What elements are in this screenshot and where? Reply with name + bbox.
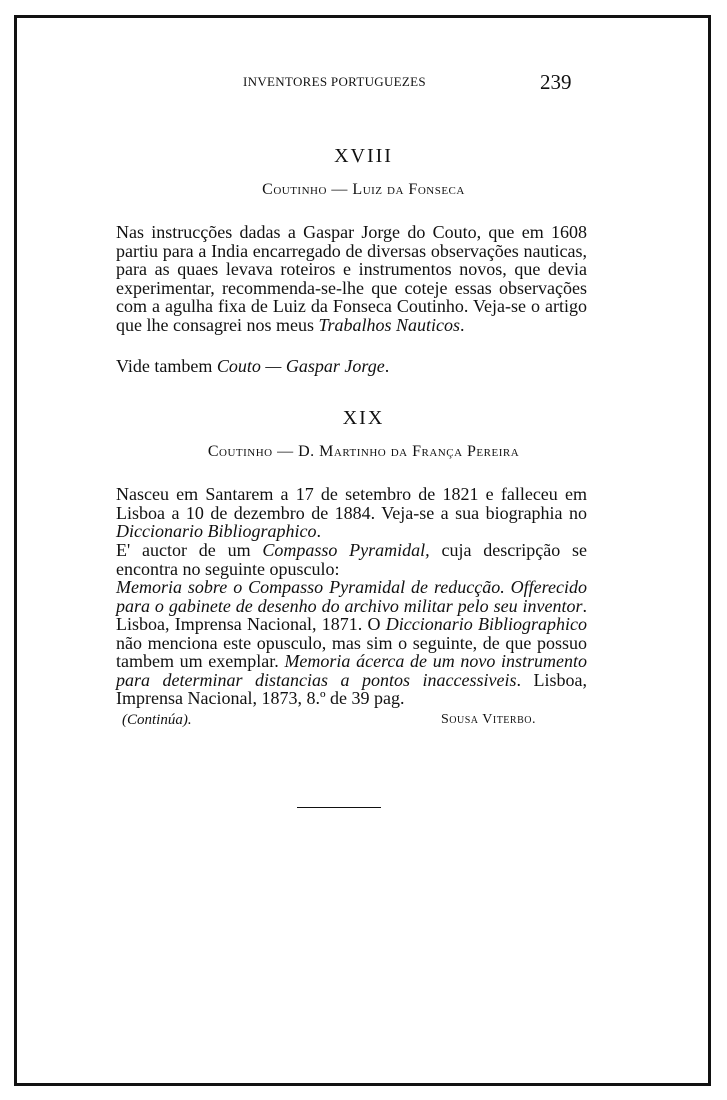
continuation-note: (Continúa).	[122, 712, 192, 728]
section-heading-xviii: Coutinho — Luiz da Fonseca	[262, 181, 465, 198]
section-heading-xix: Coutinho — D. Martinho da França Pereira	[207, 443, 520, 460]
italic-reference: Couto — Gaspar Jorge	[216, 356, 385, 376]
italic-title: Memoria ácerca de um novo instrumento para determinar distancias a pontos inaccessiveis	[116, 651, 587, 690]
paragraph-text-end: .	[459, 314, 465, 335]
paragraph-text-end: .	[384, 356, 390, 376]
running-head	[0, 70, 727, 94]
paragraph-xviii-1	[116, 223, 587, 334]
paragraph-text-end: . Lisboa, Imprensa Nacional, 1873, 8.º de 39 pag.	[116, 669, 587, 708]
italic-title: Compasso Pyramidal,	[262, 540, 430, 560]
paragraph-xix-2	[116, 541, 587, 578]
section-number-xviii: XVIII	[334, 145, 393, 167]
author-signature: Sousa Viterbo.	[441, 712, 536, 727]
end-rule	[297, 807, 381, 808]
paragraph-text: . Lisboa, Imprensa Nacional, 1871. O	[116, 595, 587, 634]
running-title: INVENTORES PORTUGUEZES	[243, 74, 426, 89]
paragraph-text: Nasceu em Santarem a 17 de setembro de 1821 e falleceu em Lisboa a 10 de dezembro de 1884. Veja-se a sua biographia no	[116, 484, 587, 523]
italic-title: Memoria sobre o Compasso Pyramidal de reducção. Offerecido para o gabinete de desenho do archivo militar pelo seu inventor	[116, 577, 587, 616]
italic-title: Trabalhos Nauticos	[318, 314, 460, 335]
paragraph-text: não menciona este opusculo, mas sim o seguinte, de que possuo tambem um exemplar.	[116, 632, 587, 671]
paragraph-text-end: .	[316, 521, 321, 541]
paragraph-xviii-2	[116, 357, 587, 376]
section-number-xix: XIX	[342, 407, 385, 429]
italic-title: Diccionario Bibliographico	[116, 521, 317, 541]
italic-title: Diccionario Bibliographico	[385, 614, 587, 634]
paragraph-text-end: cuja descripção se encontra no seguinte opusculo:	[116, 540, 587, 579]
page-number: 239	[540, 70, 572, 94]
paragraph-text: Vide tambem	[116, 356, 217, 376]
paragraph-text: Nas instrucções dadas a Gaspar Jorge do Couto, que em 1608 partiu para a India encarregado de diversas observações nauticas, para as quaes levava roteiros e instrumentos novos, que devia experimentar, recommenda-se-lhe que coteje essas observações com a agulha fixa de Luiz da Fonseca Coutinho. Veja-se o artigo que lhe consagrei nos meus	[116, 222, 587, 335]
paragraph-xix-1	[116, 485, 587, 541]
paragraph-text: E' auctor de um	[116, 540, 263, 560]
paragraph-xix-3	[116, 578, 587, 708]
